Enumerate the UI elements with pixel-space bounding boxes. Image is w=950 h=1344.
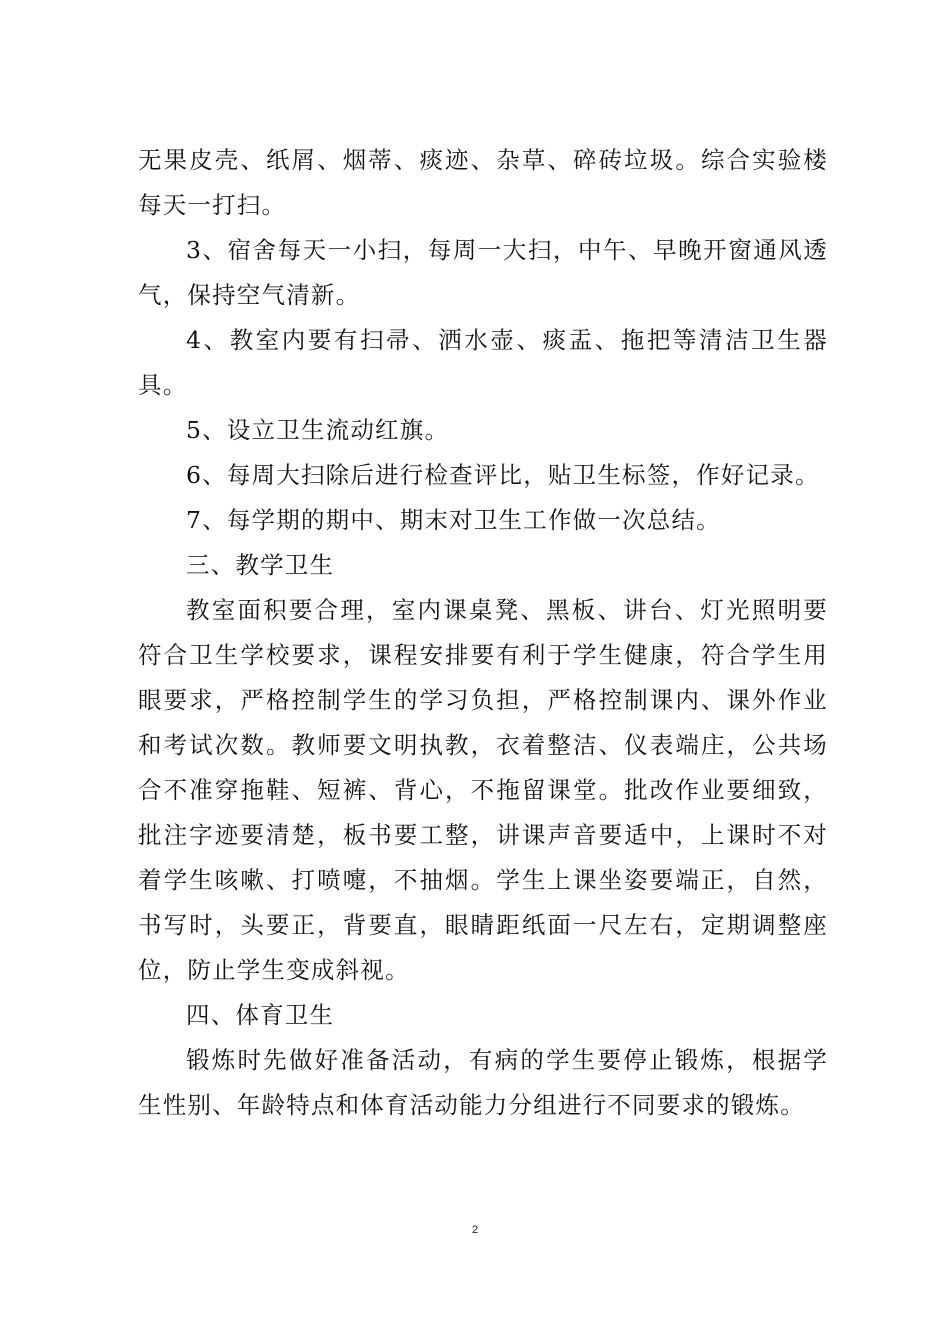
paragraph-sports-hygiene: 锻炼时先做好准备活动，有病的学生要停止锻炼，根据学生性别、年龄特点和体育活动能力分组进行不同要求的锻炼。 bbox=[138, 1046, 828, 1119]
paragraph-item-7: 7、每学期的期中、期末对卫生工作做一次总结。 bbox=[186, 506, 721, 534]
section-heading-teaching-hygiene: 三、教学卫生 bbox=[186, 551, 335, 579]
paragraph-continuation: 无果皮壳、纸屑、烟蒂、痰迹、杂草、碎砖垃圾。综合实验楼每天一打扫。 bbox=[138, 146, 828, 219]
section-heading-sports-hygiene: 四、体育卫生 bbox=[186, 1001, 335, 1029]
paragraph-teaching-hygiene: 教室面积要合理，室内课桌凳、黑板、讲台、灯光照明要符合卫生学校要求，课程安排要有利于学生健康，符合学生用眼要求，严格控制学生的学习负担，严格控制课内、课外作业和考试次数。教师要文明执教，衣着整洁、仪表端庄，公共场合不准穿拖鞋、短裤、背心，不拖留课堂。批改作业要细致，批注字迹要清楚，板书要工整，讲课声音要适中，上课时不对着学生咳嗽、打喷嚏，不抽烟。学生上课坐姿要端正，自然，书写时，头要正，背要直，眼睛距纸面一尺左右，定期调整座位，防止学生变成斜视。 bbox=[138, 596, 828, 984]
paragraph-item-3: 3、宿舍每天一小扫，每周一大扫，中午、早晚开窗通风透气，保持空气清新。 bbox=[138, 236, 828, 309]
document-body bbox=[138, 138, 828, 1128]
paragraph-item-4: 4、教室内要有扫帚、洒水壶、痰盂、拖把等清洁卫生器具。 bbox=[138, 326, 828, 399]
paragraph-item-6: 6、每周大扫除后进行检查评比，贴卫生标签，作好记录。 bbox=[186, 461, 820, 489]
page-number: 2 bbox=[471, 1224, 479, 1236]
paragraph-item-5: 5、设立卫生流动红旗。 bbox=[186, 416, 450, 444]
